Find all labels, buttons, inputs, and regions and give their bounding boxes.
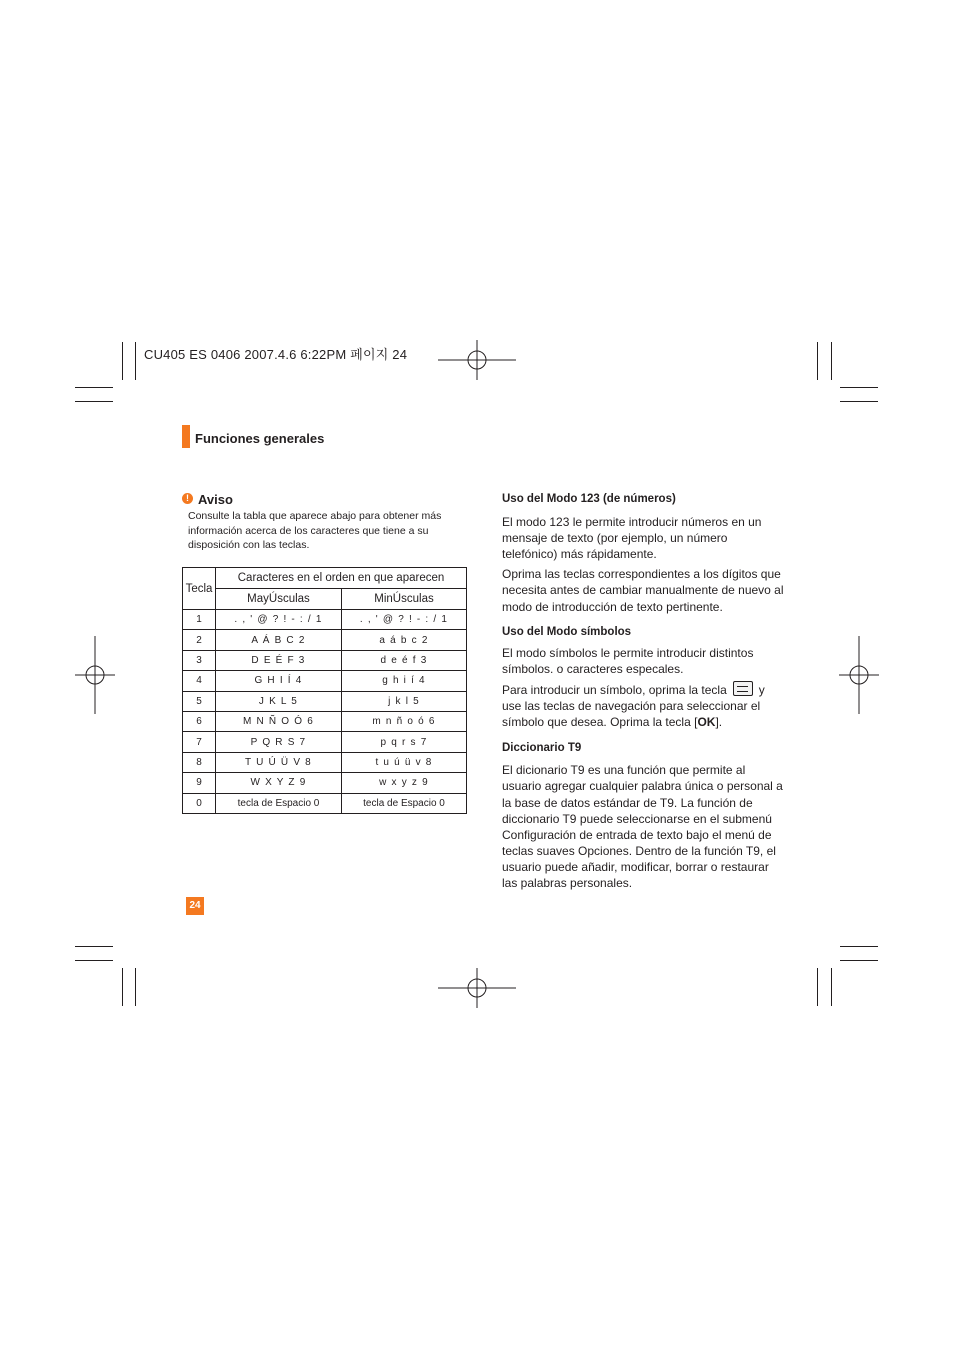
table-cell-key: 9 — [183, 773, 216, 793]
table-header-lower: MinÚsculas — [342, 589, 467, 610]
table-header-key: Tecla — [183, 568, 216, 610]
table-cell-lower: d e é f 3 — [342, 650, 467, 670]
table-row — [183, 671, 467, 691]
table-cell-lower: g h i í 4 — [342, 671, 467, 691]
table-cell-lower: tecla de Espacio 0 — [342, 793, 467, 813]
aviso-text: Consulte la tabla que aparece abajo para obtener más información acerca de los caracteres que tiene a su disposición con las teclas. — [188, 510, 442, 552]
table-cell-key: 5 — [183, 691, 216, 711]
table-row — [183, 773, 467, 793]
table-row — [183, 732, 467, 752]
simbolos-paragraph-1: El modo símbolos le permite introducir distintos símbolos. o caracteres especales. — [502, 645, 754, 676]
table-cell-upper: . , ' @ ? ! - : / 1 — [216, 610, 342, 630]
aviso-title: Aviso — [198, 492, 233, 507]
simbolos-p2-before: Para introducir un símbolo, oprima la tecla — [502, 682, 727, 697]
table-cell-upper: M N Ñ O Ó 6 — [216, 711, 342, 731]
table-header-group: Caracteres en el orden en que aparecen — [216, 568, 467, 589]
table-cell-upper: J K L 5 — [216, 691, 342, 711]
table-cell-lower: j k l 5 — [342, 691, 467, 711]
table-cell-key: 4 — [183, 671, 216, 691]
table-row — [183, 752, 467, 772]
table-header-upper: MayÚsculas — [216, 589, 342, 610]
page-number: 24 — [186, 897, 204, 915]
simbolos-p2-after: y use las teclas de navegación para seleccionar el símbolo que desea. Oprima la tecla [ — [502, 682, 765, 730]
table-row — [183, 630, 467, 650]
table-cell-upper: T U Ú Ü V 8 — [216, 752, 342, 772]
table-cell-key: 6 — [183, 711, 216, 731]
simbolos-heading: Uso del Modo símbolos — [502, 625, 632, 638]
table-row — [183, 610, 467, 630]
table-cell-key: 0 — [183, 793, 216, 813]
table-cell-key: 8 — [183, 752, 216, 772]
table-cell-key: 2 — [183, 630, 216, 650]
t9-paragraph-1: El dicionario T9 es una función que permite al usuario agregar cualquier palabra única o personal a la base de datos estándar de T9. La función de diccionario T9 puede seleccionarse en el submenú Configuración de entrada de texto bajo el menú de teclas suaves Opciones. Dentro de la función T9, el usuario puede añadir, modificar, borrar o restaurar las palabras personales. — [502, 763, 783, 890]
table-row — [183, 711, 467, 731]
table-row — [183, 793, 467, 813]
table-cell-key: 3 — [183, 650, 216, 670]
section-marker — [182, 425, 190, 448]
simbolos-paragraph-2 — [502, 681, 784, 730]
table-cell-upper: tecla de Espacio 0 — [216, 793, 342, 813]
table-cell-key: 1 — [183, 610, 216, 630]
character-table — [182, 567, 467, 814]
print-slug: CU405 ES 0406 2007.4.6 6:22PM 페이지 24 — [144, 347, 408, 362]
registration-mark-bottom-icon — [438, 968, 516, 1008]
modo123-paragraph-1: El modo 123 le permite introducir números en un mensaje de texto (por ejemplo, un número telefónico) más rápidamente. — [502, 515, 762, 562]
modo123-paragraph-2: Oprima las teclas correspondientes a los dígitos que necesita antes de cambiar manualmente de nuevo al modo de introducción de texto pertinente. — [502, 567, 784, 614]
table-cell-upper: W X Y Z 9 — [216, 773, 342, 793]
table-cell-upper: D E É F 3 — [216, 650, 342, 670]
registration-mark-left-icon — [75, 636, 115, 714]
right-column — [502, 491, 784, 891]
table-cell-lower: p q r s 7 — [342, 732, 467, 752]
table-cell-lower: a á b c 2 — [342, 630, 467, 650]
exclamation-circle-icon: ! — [182, 493, 193, 504]
table-cell-lower: . , ' @ ? ! - : / 1 — [342, 610, 467, 630]
ok-key-label: OK — [697, 715, 716, 730]
registration-mark-right-icon — [839, 636, 879, 714]
simbolos-p2-end: ]. — [715, 715, 723, 730]
registration-mark-top-icon — [438, 340, 516, 380]
table-cell-key: 7 — [183, 732, 216, 752]
table-cell-upper: A Á B C 2 — [216, 630, 342, 650]
table-cell-upper: P Q R S 7 — [216, 732, 342, 752]
table-cell-lower: m n ñ o ó 6 — [342, 711, 467, 731]
softkey-icon — [733, 681, 753, 696]
table-cell-lower: t u ú ü v 8 — [342, 752, 467, 772]
table-row — [183, 650, 467, 670]
modo123-heading: Uso del Modo 123 (de números) — [502, 493, 676, 505]
table-cell-lower: w x y z 9 — [342, 773, 467, 793]
table-cell-upper: G H I Í 4 — [216, 671, 342, 691]
section-title: Funciones generales — [195, 431, 325, 446]
t9-heading: Diccionario T9 — [502, 742, 582, 755]
table-row — [183, 691, 467, 711]
